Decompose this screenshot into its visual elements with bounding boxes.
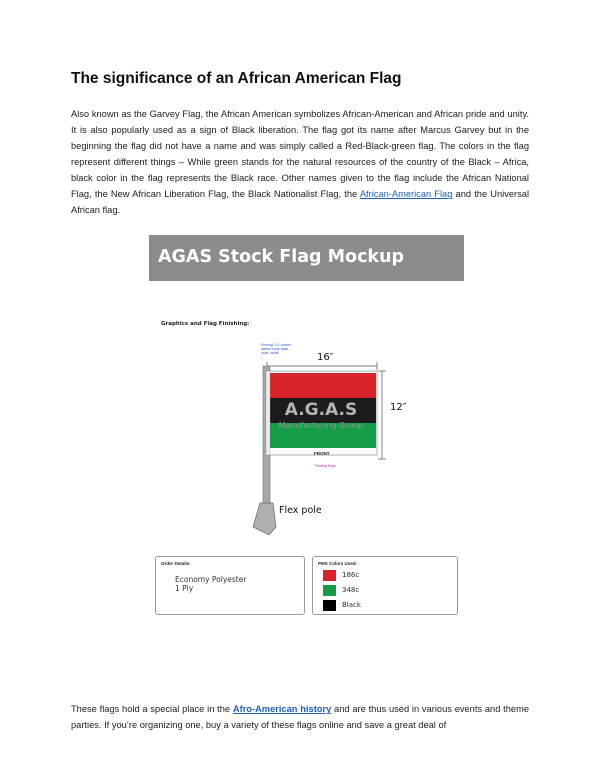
- history-text: These flags hold a special place in the: [71, 704, 233, 715]
- printing-note: Printing: 1/1 Inches sleeve wrap base color: white: [261, 343, 291, 355]
- height-dimension-label: 12″: [390, 402, 407, 413]
- flag-red-stripe: [270, 373, 376, 398]
- pms-swatch-black: [323, 600, 336, 611]
- order-material: Economy Polyester: [175, 575, 247, 584]
- pms-label-green: 348c: [342, 586, 360, 594]
- order-ply: 1 Ply: [175, 584, 194, 593]
- flag-watermark: A.G.A.S: [284, 400, 358, 420]
- pms-swatch-red: [323, 570, 336, 581]
- page-title: The significance of an African American Flag: [71, 70, 402, 87]
- flex-pole-label: Flex pole: [279, 505, 322, 516]
- pms-label-red: 186c: [342, 571, 360, 579]
- order-details-heading: Order Details:: [161, 561, 191, 566]
- pole-mount-icon: [253, 503, 276, 535]
- width-dimension-label: 16″: [317, 352, 334, 363]
- order-details-box: [155, 556, 305, 615]
- front-label: FRONT: [314, 451, 330, 456]
- intro-text: Also known as the Garvey Flag, the African American symbolizes African-American and African pride and unity. It is also popularly used as a sign of Black liberation. The flag got its name after Marcus Garvey but in the beginning the flag did not have a name and was simply called a Red-Black-green flag. The colors in the flag represent different things – While green stands for the natural resources of the country of the Black – Africa, black color in the flag represents the Black race. Other names given to the flag include the African National Flag, the New African Liberation Flag, the Black Nationalist Flag, the: [71, 109, 529, 200]
- pms-swatch-green: [323, 585, 336, 596]
- pms-colors-box: [312, 556, 458, 615]
- pms-colors-heading: PMS Colors Used:: [318, 561, 358, 566]
- pms-label-black: Black: [342, 601, 361, 609]
- history-text-end: and are thus used in various events and theme parties. If you’re organizing one, buy a variety of these flags online and save a great deal of: [71, 704, 530, 731]
- flag-mockup-image: [149, 235, 464, 615]
- intro-paragraph: [71, 106, 529, 218]
- intro-text-end: and the Universal African flag.: [71, 189, 530, 216]
- history-paragraph: [71, 701, 529, 733]
- graphics-section-label: Graphics and Flag Finishing:: [161, 321, 250, 327]
- mockup-banner-title: AGAS Stock Flag Mockup: [158, 247, 405, 267]
- afro-american-history-link[interactable]: Afro-American history: [232, 704, 332, 715]
- printing-edge-label: Printing Edge: [315, 464, 337, 468]
- african-american-flag-link[interactable]: African-American Flag: [359, 189, 453, 200]
- flag-watermark-sub: Manufacturing Group: [278, 421, 364, 430]
